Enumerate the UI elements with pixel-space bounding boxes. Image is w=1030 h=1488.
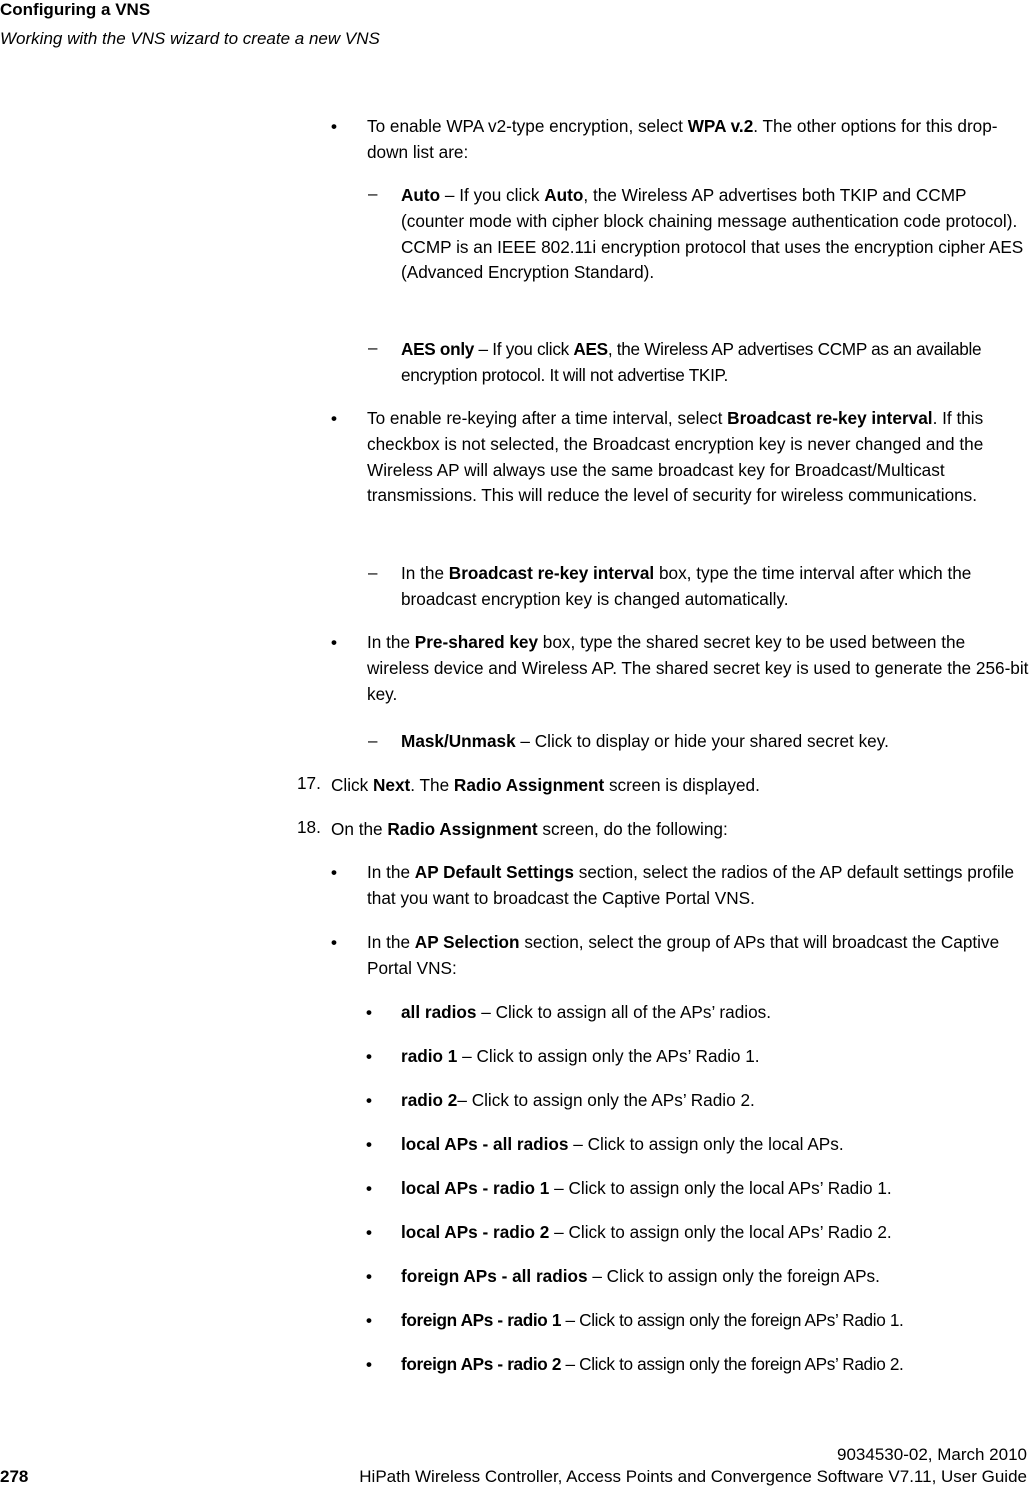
bullet-mark: • (366, 1355, 372, 1374)
bullet-mark: • (366, 1003, 372, 1022)
mask-paragraph: Mask/Unmask – Click to display or hide your shared secret key. (401, 731, 889, 751)
list-item: foreign APs - radio 1 – Click to assign only the foreign APs’ Radio 1. (401, 1310, 904, 1330)
bullet-mark: • (331, 633, 337, 652)
list-item: local APs - all radios – Click to assign only the local APs. (401, 1134, 844, 1154)
bullet-mark: • (366, 1135, 372, 1154)
step17-paragraph: Click Next. The Radio Assignment screen is displayed. (331, 775, 760, 795)
bullet-mark: • (331, 117, 337, 136)
aes-paragraph: AES only – If you click AES, the Wireless AP advertises CCMP as an available encryption protocol. It will not advertise TKIP. (401, 339, 982, 385)
footer-doc-id: 9034530-02, March 2010 (837, 1445, 1027, 1464)
rekey-paragraph: To enable re-keying after a time interval, select Broadcast re-key interval. If this checkbox is not selected, the Broadcast encryption key is never changed and the Wireless AP will always use the same broadcast key for Broadcast/Multicast transmissions. This will reduce the level of security for wireless communications. (367, 408, 984, 506)
list-item: radio 2– Click to assign only the APs’ Radio 2. (401, 1090, 755, 1110)
section-subtitle: Working with the VNS wizard to create a new VNS (0, 29, 380, 48)
chapter-title: Configuring a VNS (0, 0, 151, 19)
dash-mark: – (368, 731, 378, 750)
step18-paragraph: On the Radio Assignment screen, do the following: (331, 819, 728, 839)
dash-mark: – (368, 338, 378, 357)
bullet-mark: • (366, 1311, 372, 1330)
list-item: local APs - radio 1 – Click to assign only the local APs’ Radio 1. (401, 1178, 892, 1198)
ap-selection-paragraph: In the AP Selection section, select the group of APs that will broadcast the Captive Portal VNS: (367, 932, 1000, 978)
psk-paragraph: In the Pre-shared key box, type the shared secret key to be used between the wireless device and Wireless AP. The shared secret key is used to generate the 256-bit key. (367, 632, 1029, 704)
bullet-mark: • (331, 863, 337, 882)
wpa-paragraph: To enable WPA v2-type encryption, select WPA v.2. The other options for this drop-down list are: (367, 116, 998, 162)
list-item: radio 1 – Click to assign only the APs’ Radio 1. (401, 1046, 760, 1066)
step-number: 18. (297, 817, 321, 837)
list-item: local APs - radio 2 – Click to assign only the local APs’ Radio 2. (401, 1222, 892, 1242)
rekey-box-paragraph: In the Broadcast re-key interval box, type the time interval after which the broadcast encryption key is changed automatically. (401, 563, 972, 609)
auto-paragraph: Auto – If you click Auto, the Wireless AP advertises both TKIP and CCMP (counter mode with cipher block chaining message authentication code protocol). CCMP is an IEEE 802.11i encryption protocol that uses the encryption cipher AES (Advanced Encryption Standard). (401, 185, 1024, 283)
bullet-mark: • (366, 1047, 372, 1066)
step-number: 17. (297, 773, 321, 793)
list-item: foreign APs - radio 2 – Click to assign only the foreign APs’ Radio 2. (401, 1354, 904, 1374)
ap-default-paragraph: In the AP Default Settings section, select the radios of the AP default settings profile that you want to broadcast the Captive Portal VNS. (367, 862, 1015, 908)
bullet-mark: • (331, 933, 337, 952)
dash-mark: – (368, 184, 378, 203)
list-item: all radios – Click to assign all of the APs’ radios. (401, 1002, 772, 1022)
dash-mark: – (368, 563, 378, 582)
bullet-mark: • (366, 1091, 372, 1110)
bullet-mark: • (366, 1267, 372, 1286)
bullet-mark: • (366, 1179, 372, 1198)
page-number: 278 (0, 1467, 29, 1486)
bullet-mark: • (331, 409, 337, 428)
bullet-mark: • (366, 1223, 372, 1242)
footer-doc-title: HiPath Wireless Controller, Access Points and Convergence Software V7.11, User Guide (359, 1467, 1027, 1486)
list-item: foreign APs - all radios – Click to assign only the foreign APs. (401, 1266, 880, 1286)
